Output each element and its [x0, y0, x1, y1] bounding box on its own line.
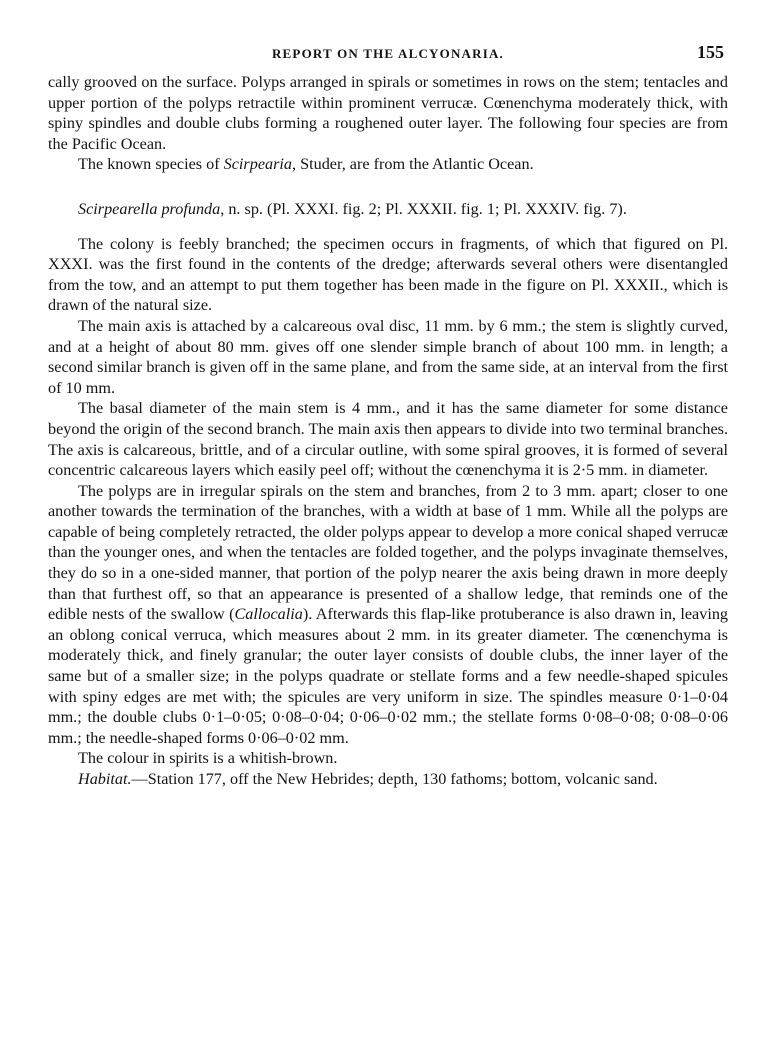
- habitat-paragraph: [48, 769, 728, 790]
- body-paragraph-4: [48, 481, 728, 749]
- species-plates: , n. sp. (Pl. XXXI. fig. 2; Pl. XXXII. fig. 1; Pl. XXXIV. fig. 7).: [220, 199, 627, 218]
- intro-paragraph-2: [48, 154, 728, 175]
- genus-callocalia: Callocalia: [234, 605, 303, 624]
- body-paragraph-2: The main axis is attached by a calcareous oval disc, 11 mm. by 6 mm.; the stem is slightly curved, and at a height of about 80 mm. gives off one slender simple branch of about 100 mm. in length; a second similar branch is given off in the same plane, and from the same side, at an interval from the first of 10 mm.: [48, 316, 728, 397]
- body-p4-after: ). Afterwards this flap-like protuberance is also drawn in, leaving an oblong conical verruca, which measures about 2 mm. in its greater diameter. The cœnenchyma is moderately thick, and finely granular; the outer layer consists of double clubs, the inner layer of the same but of a smaller size; in the polyps quadrate or stellate forms and a few needle-shaped spicules with spiny edges are met with; the spicules are very uniform in size. The spindles measure 0·1–0·04 mm.; the double clubs 0·1–0·05; 0·08–0·04; 0·06–0·02 mm.; the stellate forms 0·08–0·08; 0·08–0·06 mm.; the needle-shaped forms 0·06–0·02 mm.: [48, 605, 729, 747]
- species-heading: [48, 199, 728, 220]
- body-paragraph-5: The colour in spirits is a whitish-brown.: [78, 749, 338, 768]
- body-paragraph-3: The basal diameter of the main stem is 4 mm., and it has the same diameter for some distance beyond the origin of the second branch. The main axis then appears to divide into two terminal branches. The axis is calcareous, brittle, and of a circular outline, with some spiral grooves, it is formed of several concentric calcareous layers which easily peel off; without the cœnenchyma it is 2·5 mm. in diameter.: [48, 399, 728, 480]
- page-header: [48, 38, 728, 72]
- intro-paragraph-1: cally grooved on the surface. Polyps arranged in spirals or sometimes in rows on the stem; tentacles and upper portion of the polyps retractile within prominent verrucæ. Cœnenchyma moderately thick, with spiny spindles and double clubs forming a roughened outer layer. The following four species are from the Pacific Ocean.: [48, 73, 728, 153]
- body-p4-before: The polyps are in irregular spirals on the stem and branches, from 2 to 3 mm. apart; closer to one another towards the termination of the branches, with a width at base of 1 mm. While all the polyps are capable of being completely retracted, the older polyps appear to develop a more conical shaped verrucæ than the younger ones, and when the tentacles are folded together, and the polyps invaginate themselves, they do so in a one-sided manner, that portion of the polyp nearer the axis being drawn in more deeply than that furthest off, so that an appearance is presented of a shallow ledge, that reminds one of the edible nests of the swallow (: [48, 481, 728, 624]
- page-number: 155: [697, 42, 724, 62]
- document-page: [48, 38, 728, 790]
- intro-p2-after: , Studer, are from the Atlantic Ocean.: [292, 155, 534, 174]
- genus-scirpearia: Scirpearia: [223, 155, 292, 174]
- species-name: Scirpearella profunda: [78, 199, 221, 218]
- running-title: REPORT ON THE ALCYONARIA.: [271, 46, 505, 61]
- body-paragraph-1: The colony is feebly branched; the specimen occurs in fragments, of which that figured on Pl. XXXI. was the first found in the contents of the dredge; afterwards several others were disentangled from the tow, and an attempt to put them together has been made in the figure on Pl. XXXII., which is drawn of the natural size.: [48, 234, 728, 315]
- intro-p2-before: The known species of: [78, 155, 224, 174]
- habitat-text: —Station 177, off the New Hebrides; depth, 130 fathoms; bottom, volcanic sand.: [131, 770, 658, 788]
- habitat-label: Habitat.: [78, 770, 132, 788]
